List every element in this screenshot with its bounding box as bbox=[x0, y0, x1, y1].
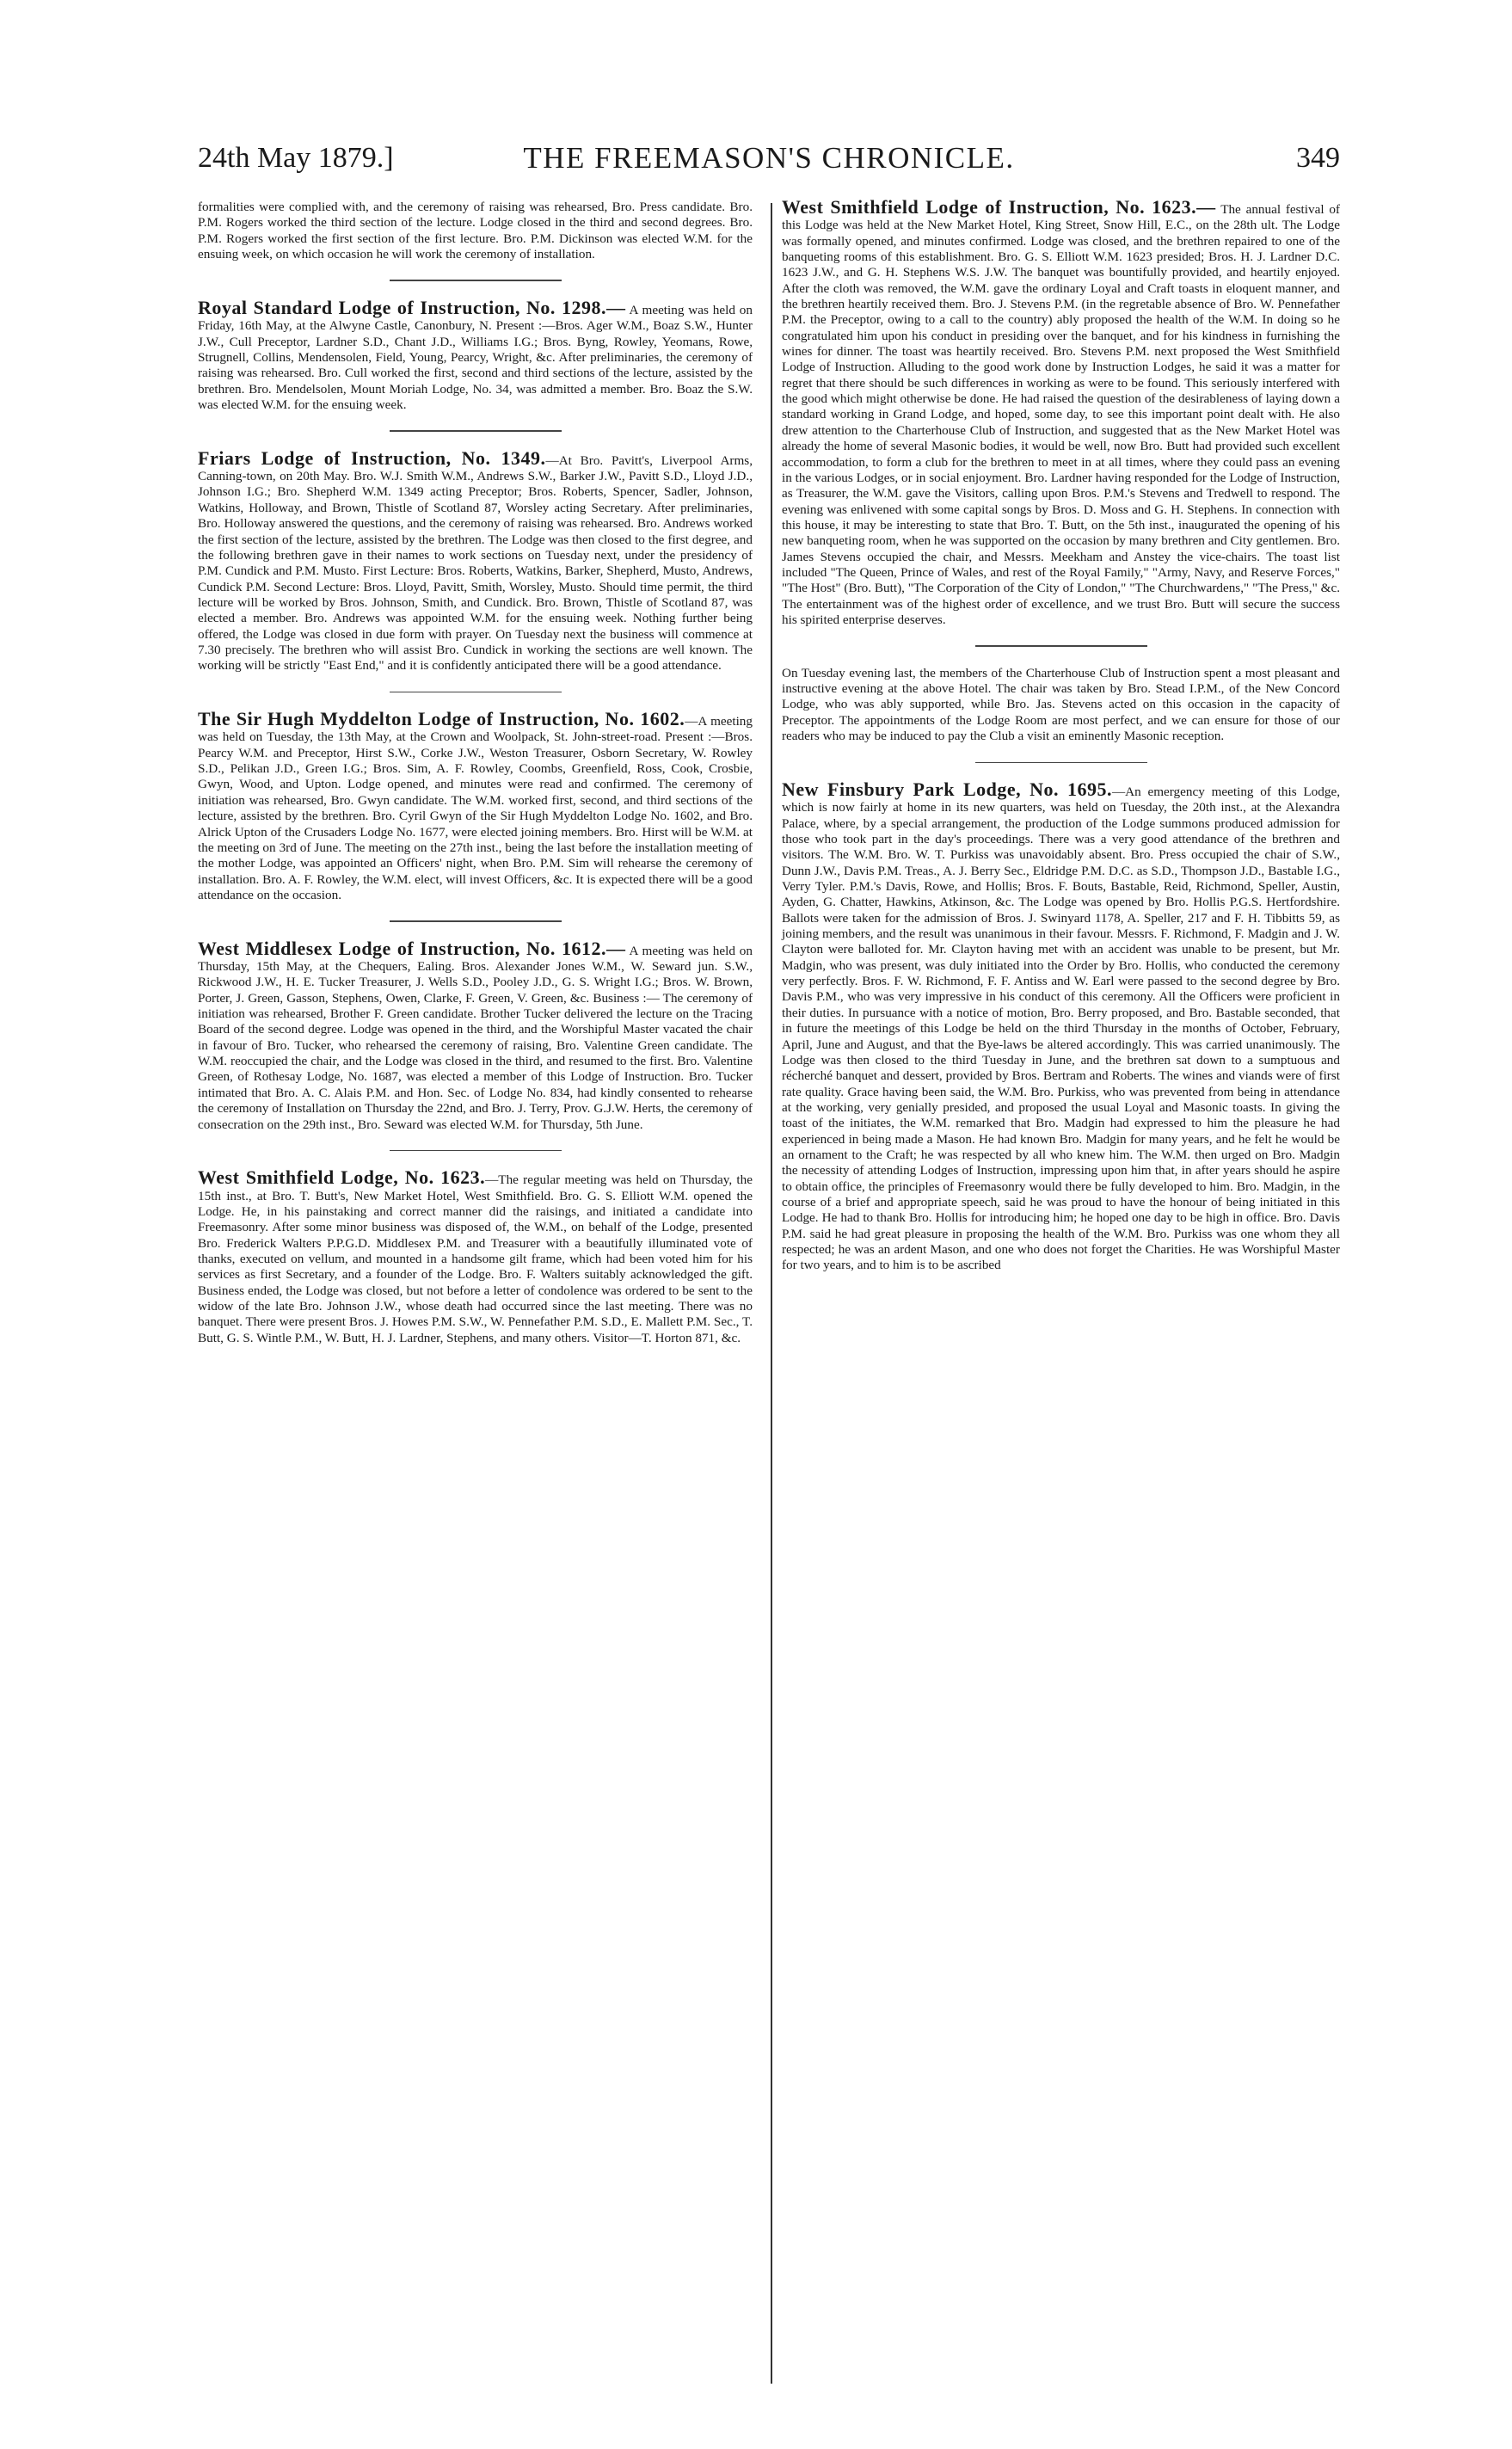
article-royal-standard bbox=[198, 296, 753, 413]
article-divider bbox=[975, 645, 1147, 647]
right-column bbox=[782, 196, 1340, 1274]
article-heading: West Smithfield Lodge, No. 1623. bbox=[198, 1166, 486, 1189]
page-number: 349 bbox=[1296, 142, 1340, 174]
article-charterhouse-club bbox=[782, 666, 1340, 745]
article-west-smithfield bbox=[198, 1166, 753, 1346]
page-header bbox=[198, 136, 1340, 181]
article-divider bbox=[390, 1150, 562, 1152]
article-body: A meeting was held on Friday, 16th May, at the Alwyne Castle, Canonbury, N. Present :—Bros. Ager W.M., Boaz S.W., Hunter J.W., Cull Preceptor, Lardner S.D., Chant J.D., Williams I.G.; Bros. Byng, Rowley, Yeomans, Rowe, Strugnell, Collins, Mendensolen, Field, Young, Pearcy, Wright, &c. After preliminaries, the ceremony of raising was rehearsed. Bro. Cull worked the first, second and third sections of the lecture, assisted by the brethren. Bro. Mendelsolen, Mount Moriah Lodge, No. 34, was admitted a member. Bro. Boaz the S.W. was elected W.M. for the ensuing week. bbox=[198, 302, 753, 412]
issue-date: 24th May 1879.] bbox=[198, 142, 394, 174]
article-heading: New Finsbury Park Lodge, No. 1695. bbox=[782, 778, 1112, 800]
article-west-middlesex bbox=[198, 937, 753, 1133]
article-heading: Royal Standard Lodge of Instruction, No. 1298.— bbox=[198, 296, 626, 318]
article-body: The annual festival of this Lodge was held at the New Market Hotel, King Street, Snow Hill, E.C., on the 28th ult. The Lodge was formally opened, and minutes confirmed. Lodge was closed, and the brethren repaired to one of the banqueting rooms of this establishment. Bro. G. S. Elliott W.M. 1623 presided; Bros. H. J. Lardner D.C. 1623 J.W., and G. H. Stephens W.S. J.W. The banquet was bountifully provided, and heartily enjoyed. After the cloth was removed, the W.M. gave the ordinary Loyal and Craft toasts in eloquent manner, and the brethren heartily received them. Bro. J. Stevens P.M. (in the regretable absence of Bro. W. Pennefather P.M. the Preceptor, owing to a call to the country) ably proposed the health of the W.M. In doing so he congratulated him upon his conduct in presiding over the banquet, and for his kindness in furnishing the wines for dinner. The toast was heartily received. Bro. Stevens P.M. next proposed the West Smithfield Lodge of Instruction. Alluding to the good work done by Instruction Lodges, he said it was a matter for regret that there should be such differences in working as were to be found. This seriously interfered with the good which might otherwise be done. He had raised the question of the desirableness of laying down a standard working in Grand Lodge, and hoped, some day, to see this important point dealt with. He also drew attention to the Charterhouse Club of Instruction, and suggested that as the New Market Hotel was already the home of several Masonic bodies, it would be well, now Bro. Butt had provided such excellent accommodation, to form a club for the brethren to meet in at all times, where they could pass an evening in the various Lodges, or in social enjoyment. Bro. Lardner having responded for the Lodge of Instruction, as Treasurer, the W.M. gave the Visitors, calling upon Bros. P.M.'s Stevens and Tredwell to respond. The evening was enlivened with some capital songs by Bros. D. Moss and G. H. Stephens. In connection with this house, it may be interesting to state that Bro. T. Butt, on the 5th inst., inaugurated the opening of his new banqueting room, when he was supported on the occasion by many brethren and City gentlemen. Bro. James Stevens occupied the chair, and Messrs. Meekham and Anstey the vice-chairs. The toast list included "The Queen, Prince of Wales, and rest of the Royal Family," "Army, Navy, and Reserve Forces," "The Host" (Bro. Butt), "The Corporation of the City of London," "The Churchwardens," "The Press," &c. The entertainment was of the highest order of excellence, and we trust Bro. Butt will secure the success his spirited enterprise deserves. bbox=[782, 202, 1340, 627]
column-divider bbox=[771, 203, 772, 2384]
article-heading: Friars Lodge of Instruction, No. 1349. bbox=[198, 446, 546, 469]
article-body: formalities were complied with, and the ceremony of raising was rehearsed, Bro. Press candidate. Bro. P.M. Rogers worked the third section of the lecture. Lodge closed in the third and second degrees. Bro. P.M. Rogers worked the first section of the first lecture. Bro. P.M. Dickinson was elected W.M. for the ensuing week, on which occasion he will work the ceremony of installation. bbox=[198, 200, 753, 262]
article-divider bbox=[390, 920, 562, 922]
publication-title: THE FREEMASON'S CHRONICLE. bbox=[523, 141, 1015, 175]
article-sir-hugh-myddelton bbox=[198, 708, 753, 903]
article-new-finsbury-park bbox=[782, 778, 1340, 1274]
article-body: —A meeting was held on Tuesday, the 13th May, at the Crown and Woolpack, St. John-street-road. Present :—Bros. Pearcy W.M. and Preceptor, Hirst S.W., Corke J.W., Weston Treasurer, Osborn Secretary, W. Rowley S.D., Pelikan J.D., Green I.G.; Bros. Sim, A. F. Rowley, Coombs, Greenfield, Ross, Cook, Crosbie, Gwyn, Wood, and Upton. Lodge opened, and minutes were read and confirmed. The ceremony of initiation was rehearsed, Bro. Gwyn candidate. The W.M. worked first, second, and third sections of the lecture, assisted by the brethren. Bro. Cyril Gwyn of the Sir Hugh Myddelton Lodge No. 1602, and Bro. Alrick Upton of the Crusaders Lodge No. 1677, were elected joining members. Bro. Hirst will be W.M. at the meeting on 3rd of June. The meeting on the 27th inst., being the last before the installation meeting of the mother Lodge, was appointed an Officers' night, when Bro. P.M. Sim will rehearse the ceremony of installation. Bro. A. F. Rowley, the W.M. elect, will invest Officers, &c. It is expected there will be a good attendance on the occasion. bbox=[198, 714, 753, 902]
article-body: On Tuesday evening last, the members of the Charterhouse Club of Instruction spent a most pleasant and instructive evening at the above Hotel. The chair was taken by Bro. Stead I.P.M., of the New Concord Lodge, who was ably supported, while Bro. Jas. Stevens acted on this occasion in the capacity of Preceptor. The appointments of the Lodge Room are most perfect, and we can ensure for those of our readers who may be induced to pay the Club a visit an eminently Masonic reception. bbox=[782, 665, 1340, 744]
article-body: —An emergency meeting of this Lodge, which is now fairly at home in its new quarters, was held on Tuesday, the 20th inst., at the Alexandra Palace, where, by a special arrangement, the production of the Lodge summons produced admission for those who took part in the day's proceedings. There was a very good attendance of the brethren and visitors. The W.M. Bro. W. T. Purkiss was unavoidably absent. Bro. Press occupied the chair of S.W., Dunn J.W., Davis P.M. Treas., A. J. Berry Sec., Eldridge P.M. D.C. as S.D., Thompson J.D., Bastable I.G., Verry Tyler. P.M.'s Davis, Rowe, and Hollis; Bros. F. Bouts, Bastable, Reid, Richmond, Speller, Austin, Ayden, G. Chatter, Hawkins, Atkinson, &c. The Lodge was opened by Bro. Hollis P.G.S. Hertfordshire. Ballots were taken for the admission of Bros. J. Swinyard 1178, A. Speller, 217 and F. H. Tibbitts 59, as joining members, and the result was unanimous in their favour. Messrs. F. Richmond, F. Madgin and J. W. Clayton were balloted for. Mr. Clayton having met with an accident was unable to be present, but Mr. Madgin, who was present, was duly initiated into the Order by Bro. Hollis, who conducted the ceremony very perfectly. Bros. F. W. Richmond, F. F. Antiss and W. Earl were passed to the second degree by Bro. Davis P.M., who was very impressive in his conduct of this ceremony. All the Officers were proficient in their duties. In pursuance with a notice of motion, Bro. Berry proposed, and Bro. Bastable seconded, that in future the meetings of this Lodge be held on the third Thursday in the months of October, February, April, June and August, and that the Bye-laws be altered accordingly. This was carried unanimously. The Lodge was then closed to the third Tuesday in June, and the brethren sat down to a sumptuous and récherché banquet and dessert, provided by Bros. Bertram and Roberts. The wines and viands were of first rate quality. Grace having been said, the W.M. Bro. Purkiss, who was prevented from being in attendance at the working, very genially presided, and proposed the usual Loyal and Masonic toasts. In giving the toast of the initiates, the W.M. remarked that Bro. Madgin had expressed to him the pleasure he had experienced in being made a Mason. He had known Bro. Madgin for many years, and he felt he would be an ornament to the Craft; he was respected by all who knew him. The W.M. then urged on Bro. Madgin the necessity of attending Lodges of Instruction, impressing upon him that, in after years should he aspire to obtain office, the principles of Freemasonry would there be fully developed to him. Bro. Madgin, in the course of a brief and appropriate speech, said he was proud to have the honour of being initiated in this Lodge. He had to thank Bro. Hollis for introducing him; he hoped one day to be high in office. Bro. Davis P.M. said he had great pleasure in proposing the health of the W.M. Bro. Purkiss was one whom they all respected; he was an ardent Mason, and one who does not forget the Charities. He was Worshipful Master for two years, and to him is to be ascribed bbox=[782, 785, 1340, 1273]
article-west-smithfield-instruction bbox=[782, 196, 1340, 628]
left-column bbox=[198, 200, 753, 1346]
article-heading: West Middlesex Lodge of Instruction, No. 1612.— bbox=[198, 937, 626, 959]
article-body: A meeting was held on Thursday, 15th May, at the Chequers, Ealing. Bros. Alexander Jones W.M., W. Seward jun. S.W., Rickwood J.W., H. E. Tucker Treasurer, J. Wells S.D., Pooley J.D., G. S. Wright I.G.; Bros. W. Brown, Porter, J. Green, Gasson, Stephens, Owen, Clarke, F. Green, V. Green, &c. Business :— The ceremony of initiation was rehearsed, Brother F. Green candidate. Brother Tucker delivered the lecture on the Tracing Board of the second degree. Lodge was opened in the third, and the Worshipful Master vacated the chair in favour of Bro. Tucker, who rehearsed the ceremony of raising, Bro. Valentine Green candidate. The W.M. reoccupied the chair, and the Lodge was closed in the third, and resumed to the first. Bro. Valentine Green, of Rothesay Lodge, No. 1687, was elected a member of this Lodge of Instruction. Bro. Tucker intimated that Bro. A. C. Alais P.M. and Hon. Sec. of Lodge No. 834, had kindly consented to rehearse the ceremony of Installation on Thursday the 22nd, and Bro. J. Terry, Prov. G.J.W. Herts, the ceremony of consecration on the 29th inst., Bro. Seward was elected W.M. for Thursday, 5th June. bbox=[198, 943, 753, 1132]
article-heading: The Sir Hugh Myddelton Lodge of Instruction, No. 1602. bbox=[198, 708, 685, 730]
article-divider bbox=[975, 762, 1147, 764]
article-body: —The regular meeting was held on Thursday, the 15th inst., at Bro. T. Butt's, New Market Hotel, West Smithfield. Bro. G. S. Elliott W.M. opened the Lodge. He, in his painstaking and correct manner did the raisings, and initiated a candidate into Freemasonry. After some minor business was disposed of, the W.M., on behalf of the Lodge, presented Bro. Frederick Walters P.P.G.D. Middlesex P.M. and Treasurer with a beautifully illuminated vote of thanks, executed on vellum, and mounted in a handsome gilt frame, which had been voted him for his services as first Secretary, and a founder of the Lodge. Bro. F. Walters suitably acknowledged the gift. Business ended, the Lodge was closed, but not before a letter of condolence was ordered to be sent to the widow of the late Bro. Johnson J.W., whose death had occurred since the last meeting. There was no banquet. There were present Bros. J. Howes P.M. S.W., W. Pennefather P.M. S.D., E. Mallett P.M. Sec., T. Butt, G. S. Wintle P.M., W. Butt, H. J. Lardner, Stephens, and many others. Visitor—T. Horton 871, &c. bbox=[198, 1172, 753, 1345]
article-divider bbox=[390, 692, 562, 693]
article-continued bbox=[198, 200, 753, 262]
article-divider bbox=[390, 430, 562, 432]
article-friars bbox=[198, 446, 753, 674]
article-heading: West Smithfield Lodge of Instruction, No. 1623.— bbox=[782, 196, 1216, 218]
article-body: —At Bro. Pavitt's, Liverpool Arms, Canning-town, on 20th May. Bro. W.J. Smith W.M., Andrews S.W., Barker J.W., Pavitt S.D., Lloyd J.D., Johnson I.G.; Bro. Shepherd W.M. 1349 acting Preceptor; Bros. Roberts, Spencer, Sadler, Johnson, Watkins, Holloway, and Brown, Thistle of Scotland 87, Worsley acting Secretary. After preliminaries, Bro. Holloway answered the questions, and the ceremony of raising was rehearsed. Bro. Andrews worked the first section of the lecture, assisted by the brethren. The Lodge was then closed to the first degree, and the following brethren gave in their names to work sections on Tuesday next, under the presidency of P.M. Cundick and P.M. Musto. First Lecture: Bros. Roberts, Watkins, Barker, Shepherd, Musto, Andrews, Cundick P.M. Second Lecture: Bros. Lloyd, Pavitt, Smith, Worsley, Musto. Should time permit, the third lecture will be worked by Bros. Johnson, Smith, and Cundick. Bro. Brown, Thistle of Scotland 87, was elected a member. Bro. Andrews was appointed W.M. for the ensuing week. Nothing further being offered, the Lodge was closed in due form with prayer. On Tuesday next the business will commence at 7.30 precisely. The brethren who will assist Bro. Cundick in working the sections are well known. The working will be strictly "East End," and it is confidently anticipated there will be a good attendance. bbox=[198, 452, 753, 674]
article-divider bbox=[390, 280, 562, 281]
